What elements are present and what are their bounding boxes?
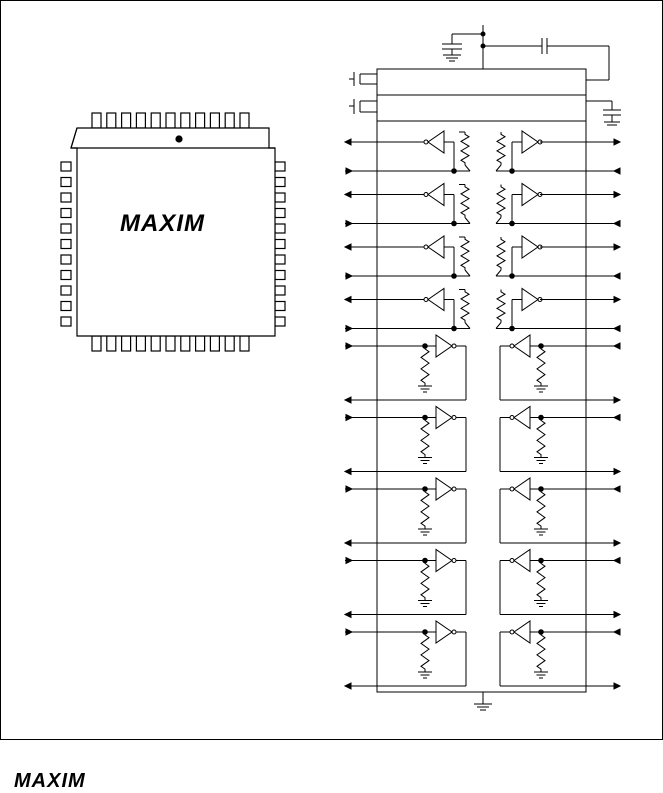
- pin-top: [151, 113, 160, 128]
- pin-bottom: [122, 336, 131, 351]
- receiver-channel: [345, 478, 620, 546]
- pins-right: [275, 162, 285, 326]
- pins-bottom: [92, 336, 249, 351]
- pin-bottom: [225, 336, 234, 351]
- pins-top: [92, 113, 249, 128]
- pin-top: [210, 113, 219, 128]
- cap-c4: [586, 101, 621, 125]
- pin1-dot-icon: [176, 136, 182, 142]
- receiver-channel: [345, 407, 620, 475]
- pin-top: [136, 113, 145, 128]
- cap-c1: [349, 72, 377, 86]
- pin-top: [196, 113, 205, 128]
- pin-bottom: [240, 336, 249, 351]
- pin-left: [61, 286, 71, 295]
- driver-channel: [345, 131, 620, 174]
- pin-top: [225, 113, 234, 128]
- schematic: [345, 25, 621, 710]
- pin-bottom: [181, 336, 190, 351]
- ic-maxim-logo: [120, 210, 205, 238]
- pin-right: [275, 317, 285, 326]
- pin-right: [275, 286, 285, 295]
- receiver-channel: [345, 335, 620, 403]
- pin-bottom: [166, 336, 175, 351]
- pin-bottom: [151, 336, 160, 351]
- pin-top: [122, 113, 131, 128]
- pin-right: [275, 162, 285, 171]
- pin-left: [61, 271, 71, 280]
- pin-left: [61, 193, 71, 202]
- pin-right: [275, 193, 285, 202]
- footer-logo-text: MAXIM: [14, 770, 86, 792]
- pin-bottom: [107, 336, 116, 351]
- chip-outline: [377, 69, 586, 692]
- driver-rows: [345, 131, 620, 332]
- receiver-channel: [345, 550, 620, 618]
- pin-left: [61, 317, 71, 326]
- ic-logo-text: MAXIM: [120, 210, 205, 237]
- pin-right: [275, 209, 285, 218]
- pin-left: [61, 162, 71, 171]
- cap-c2: [349, 99, 377, 114]
- pin-bottom: [196, 336, 205, 351]
- pin-right: [275, 302, 285, 311]
- pin-left: [61, 178, 71, 187]
- pin-top: [107, 113, 116, 128]
- pin-bottom: [210, 336, 219, 351]
- pin-top: [92, 113, 101, 128]
- pin-top: [166, 113, 175, 128]
- pin-left: [61, 255, 71, 264]
- driver-channel: [345, 184, 620, 227]
- pin-right: [275, 178, 285, 187]
- pin-top: [181, 113, 190, 128]
- pin-right: [275, 224, 285, 233]
- pins-left: [61, 162, 71, 326]
- receiver-channel: [345, 621, 620, 689]
- pin-bottom: [136, 336, 145, 351]
- pin-left: [61, 240, 71, 249]
- pin-right: [275, 240, 285, 249]
- pin-left: [61, 224, 71, 233]
- pin-left: [61, 302, 71, 311]
- pin-right: [275, 271, 285, 280]
- pin-right: [275, 255, 285, 264]
- footer-logo: [14, 770, 86, 793]
- driver-channel: [345, 289, 620, 332]
- pin-bottom: [92, 336, 101, 351]
- receiver-rows: [345, 335, 620, 689]
- pin-left: [61, 209, 71, 218]
- driver-channel: [345, 236, 620, 279]
- pin-top: [240, 113, 249, 128]
